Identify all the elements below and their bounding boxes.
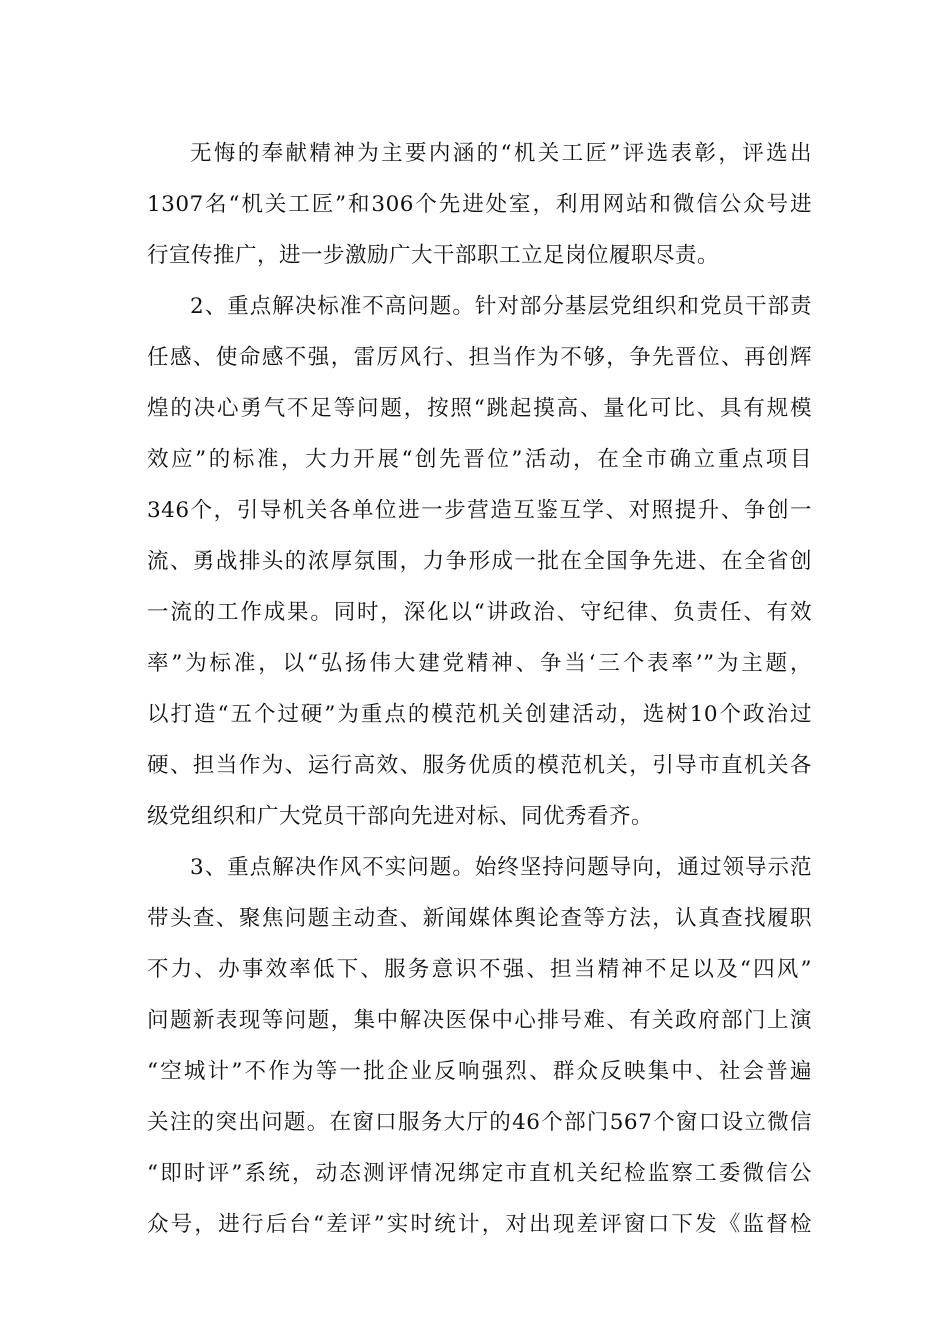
text-line: 任感、使命感不强，雷厉风行、担当作为不够，争先晋位、再创辉 — [147, 345, 812, 370]
text-line: “空城计”不作为等一批企业反响强烈、群众反映集中、社会普遍 — [147, 1059, 812, 1084]
text-line: 众号，进行后台“差评”实时统计，对出现差评窗口下发《监督检 — [147, 1212, 812, 1237]
text-line: 346个，引导机关各单位进一步营造互鉴互学、对照提升、争创一 — [147, 498, 812, 523]
text-line: 3、重点解决作风不实问题。始终坚持问题导向，通过领导示范 — [190, 855, 812, 880]
text-line: 一流的工作成果。同时，深化以“讲政治、守纪律、负责任、有效 — [147, 600, 812, 625]
text-line: 率”为标准，以“弘扬伟大建党精神、争当‘三个表率’”为主题， — [147, 651, 812, 676]
text-line: 行宣传推广，进一步激励广大干部职工立足岗位履职尽责。 — [147, 243, 720, 268]
text-line: 以打造“五个过硬”为重点的模范机关创建活动，选树10个政治过 — [147, 702, 812, 727]
text-line: 级党组织和广大党员干部向先进对标、同优秀看齐。 — [147, 804, 654, 829]
text-line: 关注的突出问题。在窗口服务大厅的46个部门567个窗口设立微信 — [147, 1110, 812, 1135]
text-line: 1307名“机关工匠”和306个先进处室，利用网站和微信公众号进 — [147, 192, 812, 217]
text-line: 不力、办事效率低下、服务意识不强、担当精神不足以及“四风” — [147, 957, 812, 982]
text-line: 问题新表现等问题，集中解决医保中心排号难、有关政府部门上演 — [147, 1008, 812, 1033]
text-line: 带头查、聚焦问题主动查、新闻媒体舆论查等方法，认真查找履职 — [147, 906, 812, 931]
text-line: “即时评”系统，动态测评情况绑定市直机关纪检监察工委微信公 — [147, 1161, 812, 1186]
text-line: 流、勇战排头的浓厚氛围，力争形成一批在全国争先进、在全省创 — [147, 549, 812, 574]
text-line: 煌的决心勇气不足等问题，按照“跳起摸高、量化可比、具有规模 — [147, 396, 812, 421]
text-line: 无悔的奉献精神为主要内涵的“机关工匠”评选表彰，评选出 — [190, 141, 812, 166]
text-line: 效应”的标准，大力开展“创先晋位”活动，在全市确立重点项目 — [147, 447, 812, 472]
text-line: 2、重点解决标准不高问题。针对部分基层党组织和党员干部责 — [190, 294, 812, 319]
body-text — [147, 128, 812, 1250]
text-line: 硬、担当作为、运行高效、服务优质的模范机关，引导市直机关各 — [147, 753, 812, 778]
